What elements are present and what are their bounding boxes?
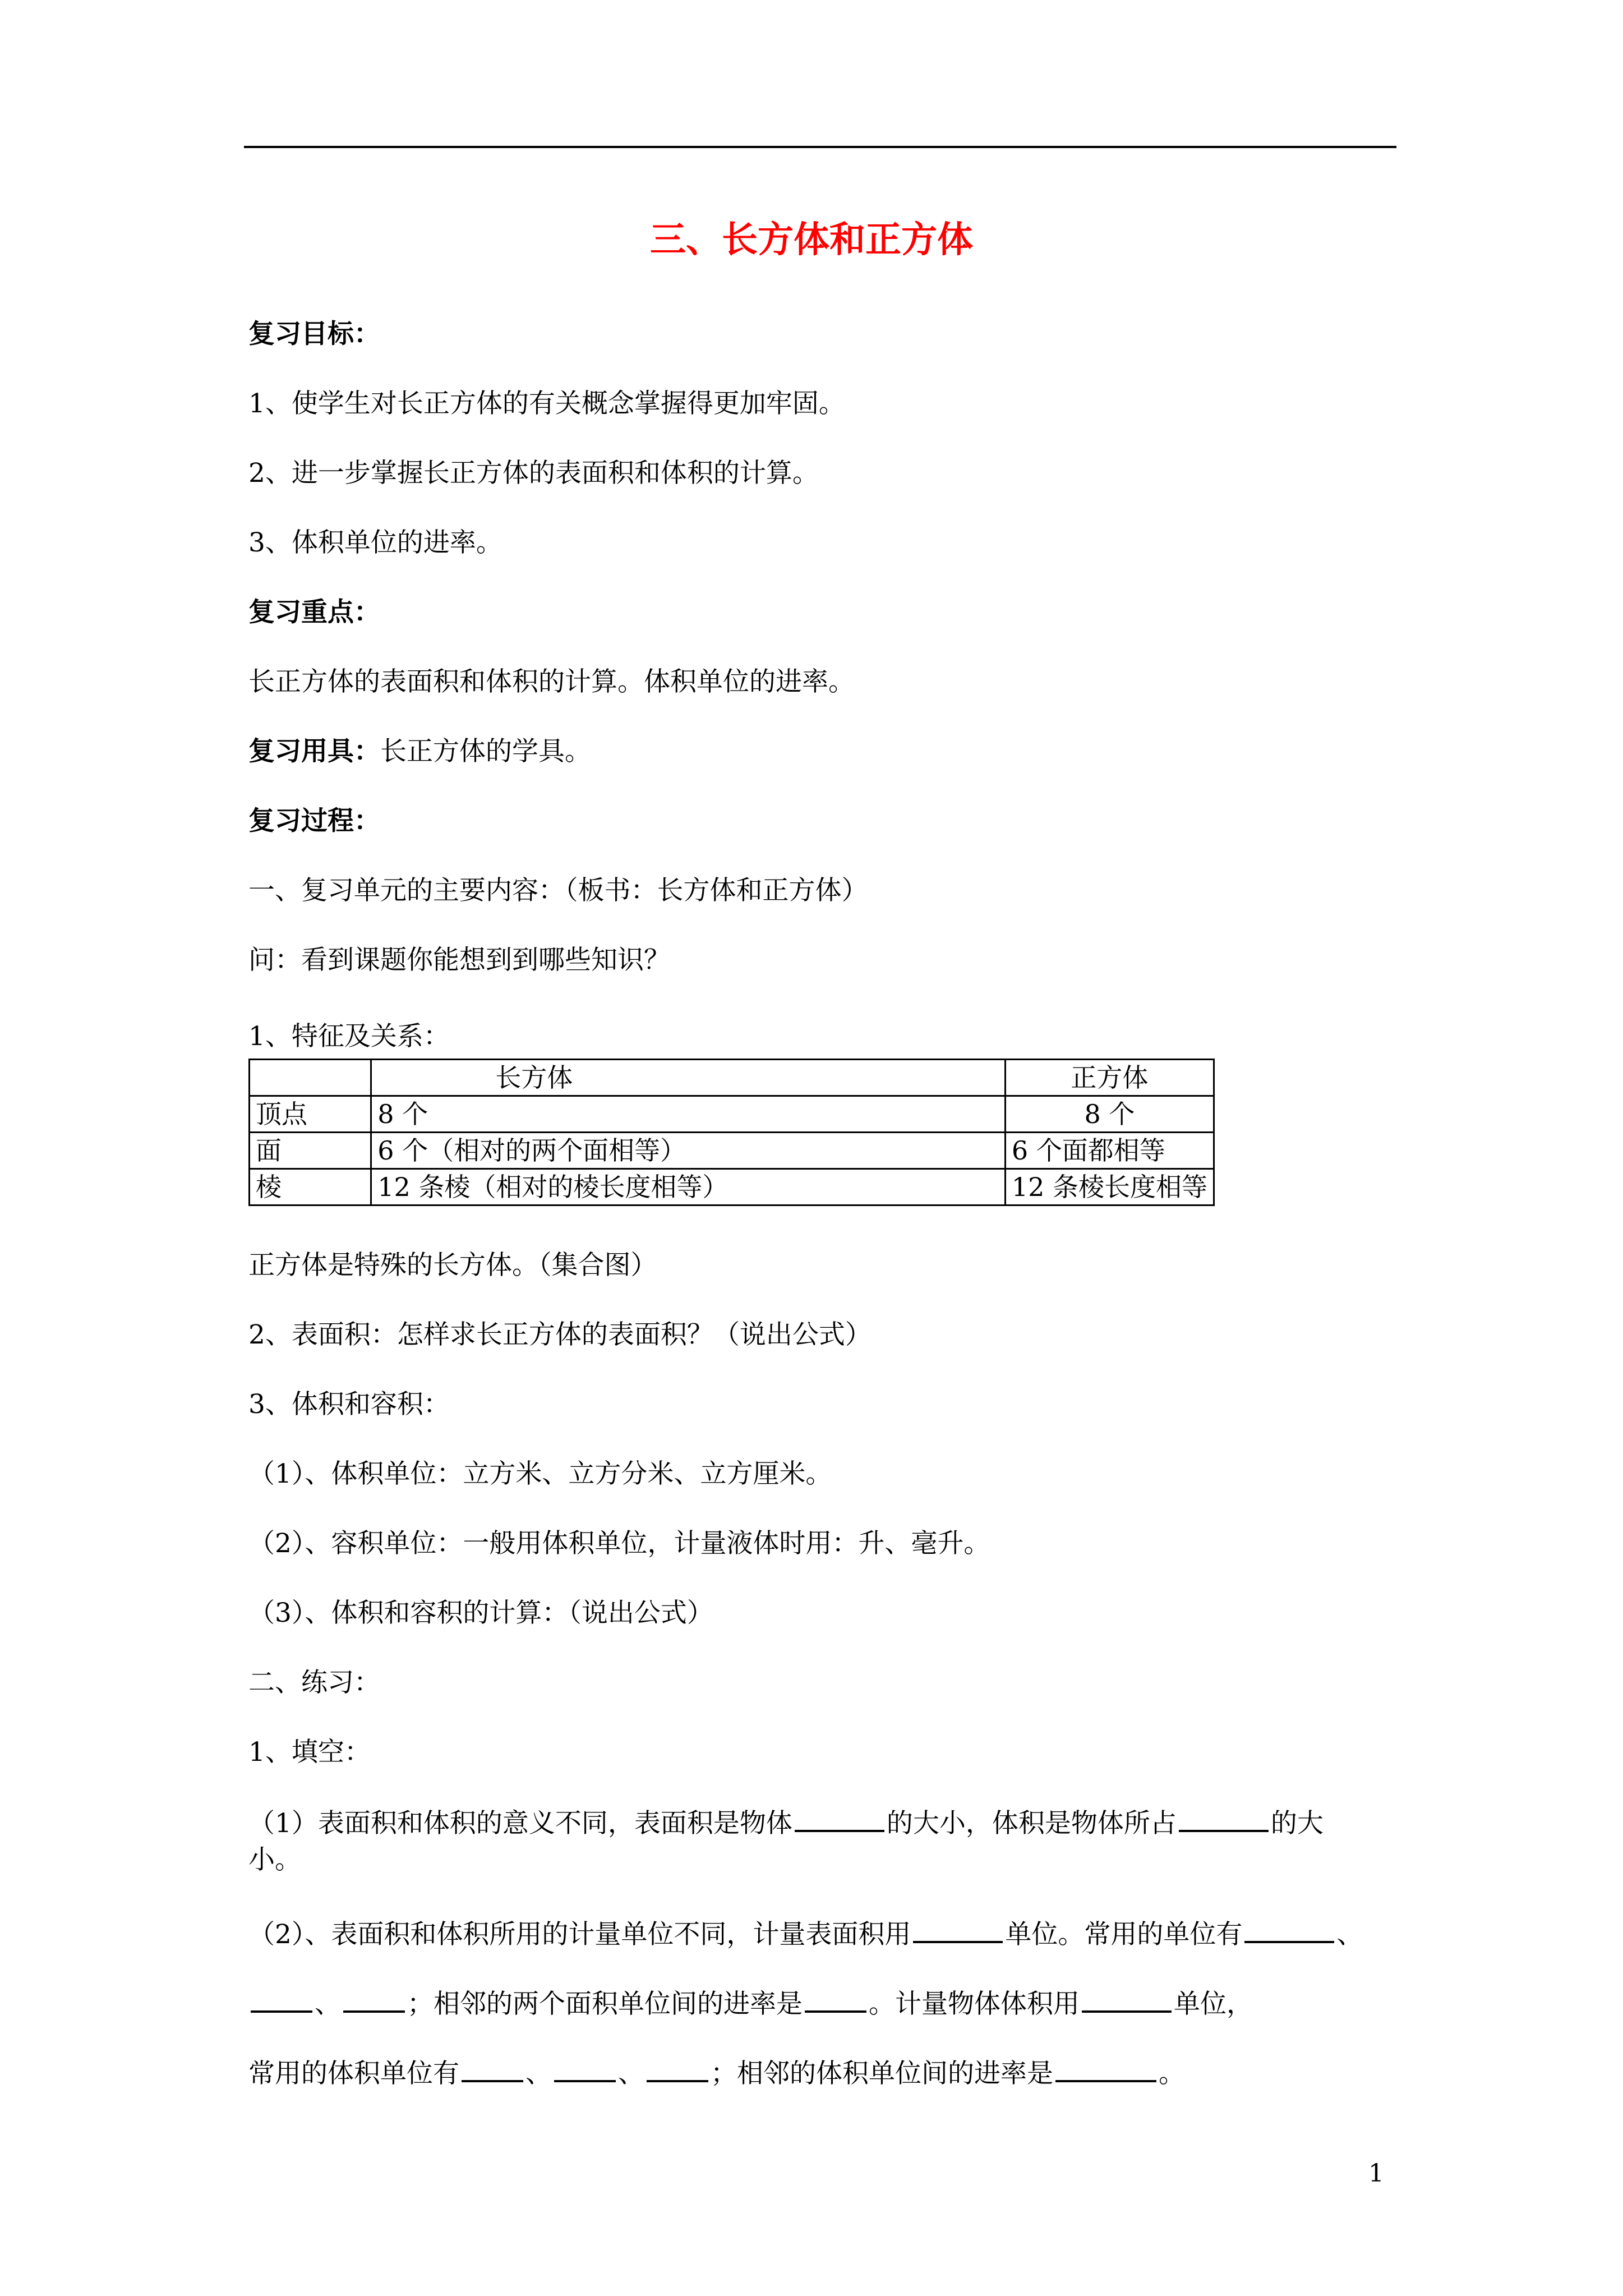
focus-heading: 复习重点：: [248, 597, 380, 628]
goal-item: 3、体积单位的进率。: [248, 527, 502, 558]
fill-blank[interactable]: [251, 1986, 312, 2013]
table-cell: 棱: [250, 1169, 371, 1205]
volume-item: （2）、容积单位：一般用体积单位，计量液体时用：升、毫升。: [248, 1528, 990, 1559]
table-cell: 12 条棱（相对的棱长度相等）: [371, 1169, 1006, 1205]
table-row: [250, 1133, 1214, 1169]
table-header-cell: 长方体: [371, 1060, 1006, 1096]
q2-text: 、: [618, 2058, 644, 2089]
volume-title: 3、体积和容积：: [248, 1389, 450, 1420]
volume-item: （3）、体积和容积的计算：（说出公式）: [248, 1598, 713, 1628]
q1-text: 的大小，体积是物体所占: [886, 1808, 1177, 1839]
special-note: 正方体是特殊的长方体。（集合图）: [248, 1250, 657, 1281]
fill-blank[interactable]: [1082, 1986, 1172, 2013]
fill-blank[interactable]: [647, 2055, 708, 2082]
q2-text: 、: [315, 1989, 341, 2019]
q2-line: [248, 1916, 1363, 1952]
table-cell: 顶点: [250, 1096, 371, 1133]
tools-text: 长正方体的学具。: [380, 736, 591, 767]
table-header-row: [250, 1060, 1214, 1096]
q2-text: ；相邻的两个面积单位间的进率是: [407, 1989, 803, 2019]
q2-text: 、: [1336, 1919, 1363, 1950]
q1-line: [248, 1805, 1324, 1841]
tools-heading: 复习用具：: [248, 736, 380, 767]
q2-text: 单位。常用的单位有: [1005, 1919, 1243, 1950]
fill-title: 1、填空：: [248, 1737, 371, 1768]
goal-item: 1、使学生对长正方体的有关概念掌握得更加牢固。: [248, 388, 845, 419]
process-heading: 复习过程：: [248, 806, 380, 836]
goal-item: 2、进一步掌握长正方体的表面积和体积的计算。: [248, 458, 819, 489]
q2-text: 、: [525, 2058, 552, 2089]
surface-line: 2、表面积：怎样求长正方体的表面积？（说出公式）: [248, 1319, 872, 1350]
q2-text: ；相邻的体积单位间的进率是: [711, 2058, 1053, 2089]
q1-text: （1）表面积和体积的意义不同，表面积是物体: [248, 1808, 792, 1839]
table-row: [250, 1096, 1214, 1133]
question-line: 问：看到课题你能想到到哪些知识？: [248, 945, 670, 976]
fill-blank[interactable]: [913, 1916, 1003, 1943]
fill-blank[interactable]: [1179, 1805, 1269, 1832]
q1-text: 的大: [1270, 1808, 1324, 1839]
q1-line-cont: 小。: [248, 1844, 301, 1875]
page-title: 三、长方体和正方体: [650, 219, 973, 261]
table-cell: 6 个（相对的两个面相等）: [371, 1133, 1006, 1169]
q2-line-3: [248, 2055, 1185, 2091]
tools-line: [248, 735, 591, 769]
table-cell: 6 个面都相等: [1005, 1133, 1214, 1169]
fill-blank[interactable]: [795, 1805, 884, 1832]
focus-text: 长正方体的表面积和体积的计算。体积单位的进率。: [248, 666, 855, 697]
table-row: [250, 1169, 1214, 1205]
section-two: 二、练习：: [248, 1667, 380, 1698]
features-table: [248, 1059, 1215, 1206]
fill-blank[interactable]: [554, 2055, 616, 2082]
fill-blank[interactable]: [462, 2055, 523, 2082]
q2-text: （2）、表面积和体积所用的计量单位不同，计量表面积用: [248, 1919, 911, 1950]
section-one: 一、复习单元的主要内容：（板书：长方体和正方体）: [248, 875, 868, 906]
goals-heading: 复习目标：: [248, 319, 380, 349]
table-header-cell: [250, 1060, 371, 1096]
fill-blank[interactable]: [1055, 2055, 1156, 2082]
volume-item: （1）、体积单位：立方米、立方分米、立方厘米。: [248, 1458, 832, 1489]
q2-text: 单位，: [1174, 1989, 1253, 2019]
table-cell: 面: [250, 1133, 371, 1169]
q2-line-2: [248, 1986, 1253, 2021]
table-cell: 8 个: [1005, 1096, 1214, 1133]
features-title: 1、特征及关系：: [248, 1021, 450, 1052]
table-cell: 8 个: [371, 1096, 1006, 1133]
q2-text: 。: [1159, 2058, 1185, 2089]
q2-text: 。计量物体体积用: [869, 1989, 1080, 2019]
header-rule: [244, 146, 1396, 148]
table-header-cell: 正方体: [1005, 1060, 1214, 1096]
page-number: 1: [1368, 2159, 1384, 2188]
fill-blank[interactable]: [805, 1986, 866, 2013]
fill-blank[interactable]: [1244, 1916, 1334, 1943]
q2-text: 常用的体积单位有: [248, 2058, 459, 2089]
fill-blank[interactable]: [343, 1986, 405, 2013]
table-cell: 12 条棱长度相等: [1005, 1169, 1214, 1205]
